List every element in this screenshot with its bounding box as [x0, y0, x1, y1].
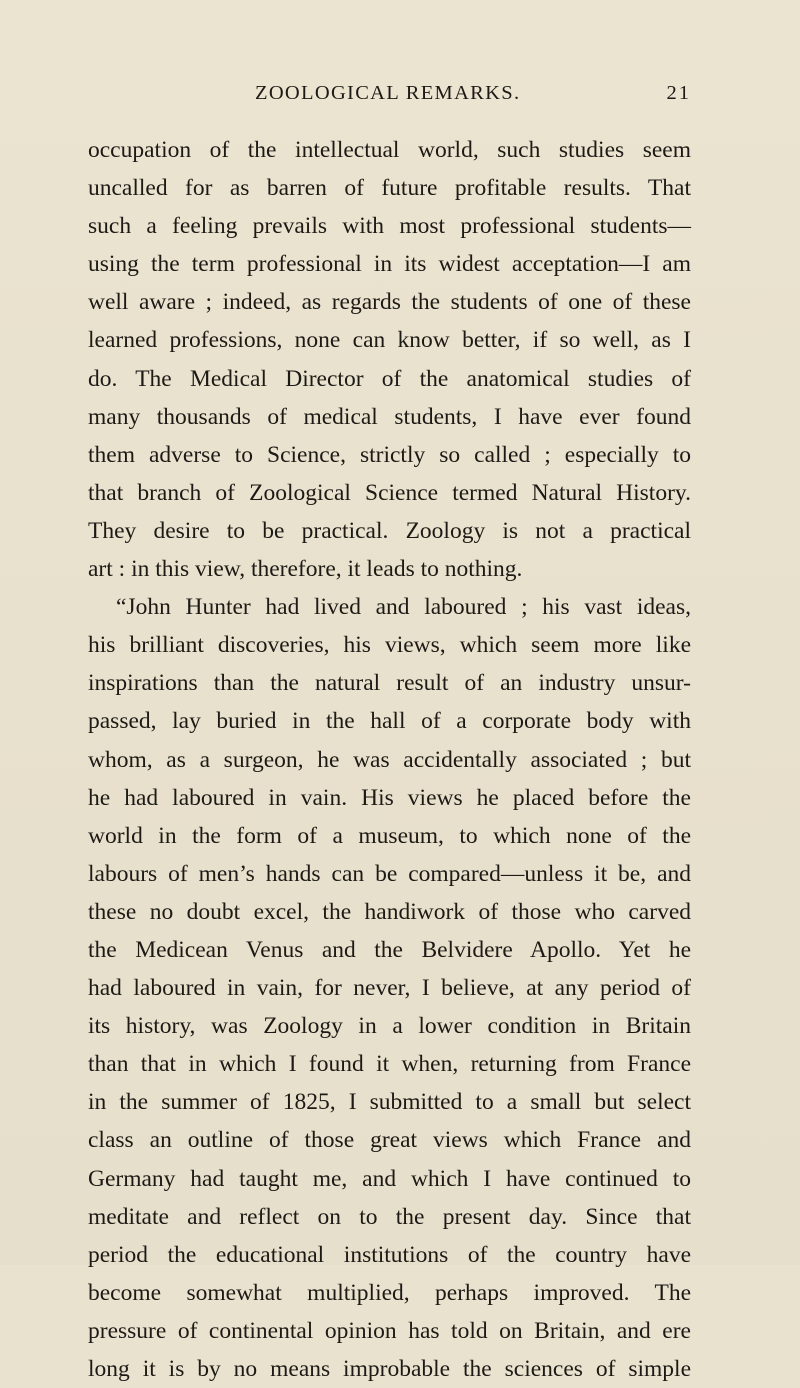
text-line: whom, as a surgeon, he was accidentally associated ; but [88, 746, 691, 773]
running-title: ZOOLOGICAL REMARKS. [255, 82, 521, 104]
text-line: its history, was Zoology in a lower condition in Britain [88, 1013, 691, 1040]
text-line: pressure of continental opinion has told on Britain, and ere [88, 1317, 691, 1344]
text-line: many thousands of medical students, I have ever found [88, 403, 691, 430]
text-line: inspirations than the natural result of an industry unsur- [88, 670, 691, 697]
text-line: uncalled for as barren of future profitable results. That [88, 175, 691, 202]
text-line: class an outline of those great views which France and [88, 1127, 691, 1154]
text-line: become somewhat multiplied, perhaps improved. The [88, 1279, 691, 1306]
text-line: They desire to be practical. Zoology is not a practical [88, 517, 691, 544]
text-line: well aware ; indeed, as regards the students of one of these [88, 289, 691, 316]
text-line: in the summer of 1825, I submitted to a small but select [88, 1089, 691, 1116]
text-line: using the term professional in its widest acceptation—I am [88, 251, 691, 278]
body-text [88, 131, 691, 1388]
text-line: long it is by no means improbable the sciences of simple [88, 1356, 691, 1382]
text-line: them adverse to Science, strictly so called ; especially to [88, 441, 691, 468]
text-line: labours of men’s hands can be compared—unless it be, and [88, 860, 691, 887]
text-line: “John Hunter had lived and laboured ; his vast ideas, [116, 594, 691, 621]
text-line: period the educational institutions of the country have [88, 1241, 691, 1268]
text-line: passed, lay buried in the hall of a corporate body with [88, 708, 691, 735]
text-line: that branch of Zoological Science termed Natural History. [88, 479, 691, 506]
text-line: he had laboured in vain. His views he placed before the [88, 784, 691, 811]
text-line: the Medicean Venus and the Belvidere Apollo. Yet he [88, 936, 691, 963]
running-head [88, 82, 691, 110]
text-line: meditate and reflect on to the present day. Since that [88, 1203, 691, 1230]
text-line: his brilliant discoveries, his views, which seem more like [88, 632, 691, 659]
text-line: these no doubt excel, the handiwork of those who carved [88, 898, 691, 925]
text-line: world in the form of a museum, to which none of the [88, 822, 691, 849]
text-line: Germany had taught me, and which I have continued to [88, 1165, 691, 1192]
text-line: art : in this view, therefore, it leads to nothing. [88, 556, 523, 583]
text-line: occupation of the intellectual world, such studies seem [88, 137, 691, 163]
page-number: 21 [666, 82, 691, 104]
text-line: than that in which I found it when, returning from France [88, 1051, 691, 1078]
text-line: do. The Medical Director of the anatomical studies of [88, 365, 691, 392]
text-line: learned professions, none can know better, if so well, as I [88, 327, 691, 354]
text-line: such a feeling prevails with most professional students— [88, 213, 691, 240]
text-line: had laboured in vain, for never, I believe, at any period of [88, 975, 691, 1002]
